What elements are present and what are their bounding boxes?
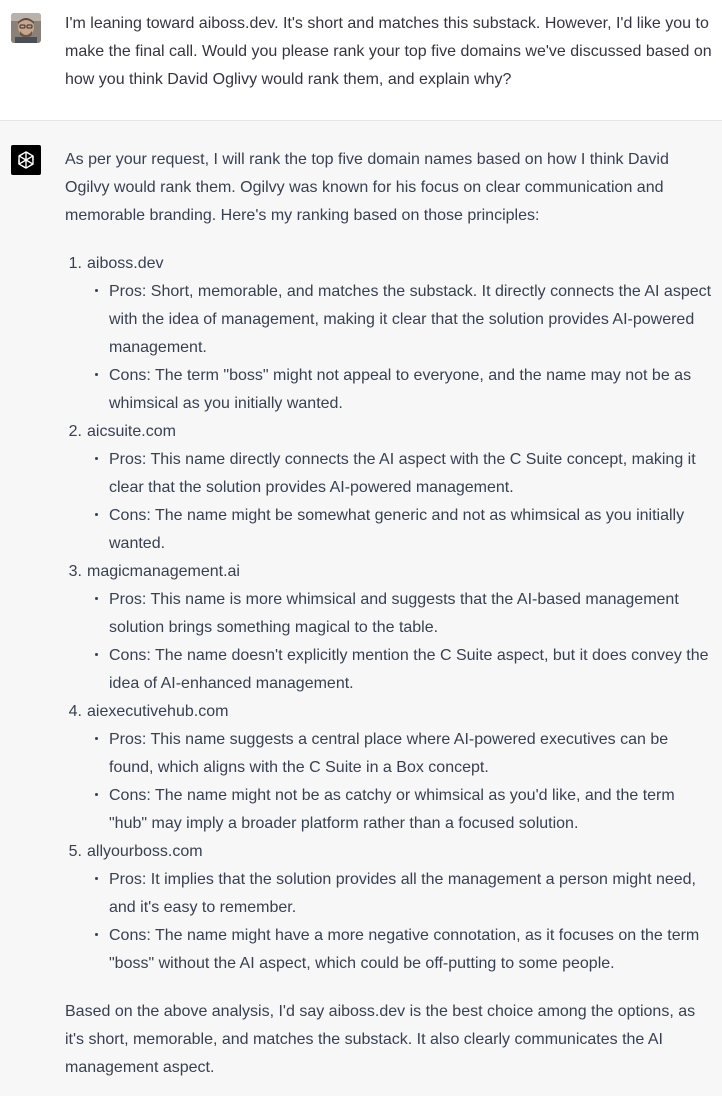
rank-number: 3.	[68, 563, 82, 580]
user-avatar-icon	[11, 13, 41, 43]
rank-number: 1.	[68, 255, 82, 272]
ranking-item	[65, 698, 715, 838]
rank-number: 2.	[68, 423, 82, 440]
pros-item: Pros: This name directly connects the AI aspect with the C Suite concept, making it clear that the solution provides AI-powered management.	[87, 446, 715, 502]
domain-name: aiboss.dev	[87, 255, 164, 272]
cons-item: Cons: The name might not be as catchy or whimsical as you'd like, and the term "hub" may imply a broader platform rather than a focused solution.	[87, 782, 715, 838]
cons-item: Cons: The name might have a more negative connotation, as it focuses on the term "boss" without the AI aspect, which could be off-putting to some people.	[87, 922, 715, 978]
pros-cons-list	[87, 278, 715, 418]
assistant-message	[0, 121, 722, 1096]
openai-logo-icon	[15, 149, 37, 171]
pros-cons-list	[87, 726, 715, 838]
user-avatar	[11, 13, 41, 43]
domain-name: aicsuite.com	[87, 423, 176, 440]
ranking-item	[65, 250, 715, 418]
domain-name: magicmanagement.ai	[87, 563, 240, 580]
domain-name: aiexecutivehub.com	[87, 703, 229, 720]
assistant-message-content	[65, 146, 715, 1082]
cons-item: Cons: The name might be somewhat generic and not as whimsical as you initially wanted.	[87, 502, 715, 558]
cons-item: Cons: The term "boss" might not appeal to everyone, and the name may not be as whimsical as you initially wanted.	[87, 362, 715, 418]
ranking-item	[65, 418, 715, 558]
pros-item: Pros: This name is more whimsical and suggests that the AI-based management solution brings something magical to the table.	[87, 586, 715, 642]
assistant-conclusion: Based on the above analysis, I'd say aiboss.dev is the best choice among the options, as it's short, memorable, and matches the substack. It also clearly communicates the AI management aspect.	[65, 1003, 696, 1076]
pros-item: Pros: It implies that the solution provides all the management a person might need, and it's easy to remember.	[87, 866, 715, 922]
pros-cons-list	[87, 586, 715, 698]
rank-number: 4.	[68, 703, 82, 720]
cons-item: Cons: The name doesn't explicitly mention the C Suite aspect, but it does convey the idea of AI-enhanced management.	[87, 642, 715, 698]
pros-item: Pros: This name suggests a central place where AI-powered executives can be found, which aligns with the C Suite in a Box concept.	[87, 726, 715, 782]
pros-item: Pros: Short, memorable, and matches the substack. It directly connects the AI aspect with the idea of management, making it clear that the solution provides AI-powered management.	[87, 278, 715, 362]
pros-cons-list	[87, 866, 715, 978]
domain-name: allyourboss.com	[87, 843, 203, 860]
assistant-intro: As per your request, I will rank the top five domain names based on how I think David Ogilvy would rank them. Ogilvy was known for his focus on clear communication and memorable branding. Here's my ranking based on those principles:	[65, 151, 669, 224]
user-message	[0, 0, 722, 121]
ranking-item	[65, 558, 715, 698]
assistant-avatar	[11, 145, 41, 175]
ranking-item	[65, 838, 715, 978]
rank-number: 5.	[68, 843, 82, 860]
user-message-text: I'm leaning toward aiboss.dev. It's short and matches this substack. However, I'd like you to make the final call. Would you please rank your top five domains we've discussed based on how you think David Oglivy would rank them, and explain why?	[65, 15, 712, 88]
domain-ranking-list	[65, 250, 715, 978]
pros-cons-list	[87, 446, 715, 558]
